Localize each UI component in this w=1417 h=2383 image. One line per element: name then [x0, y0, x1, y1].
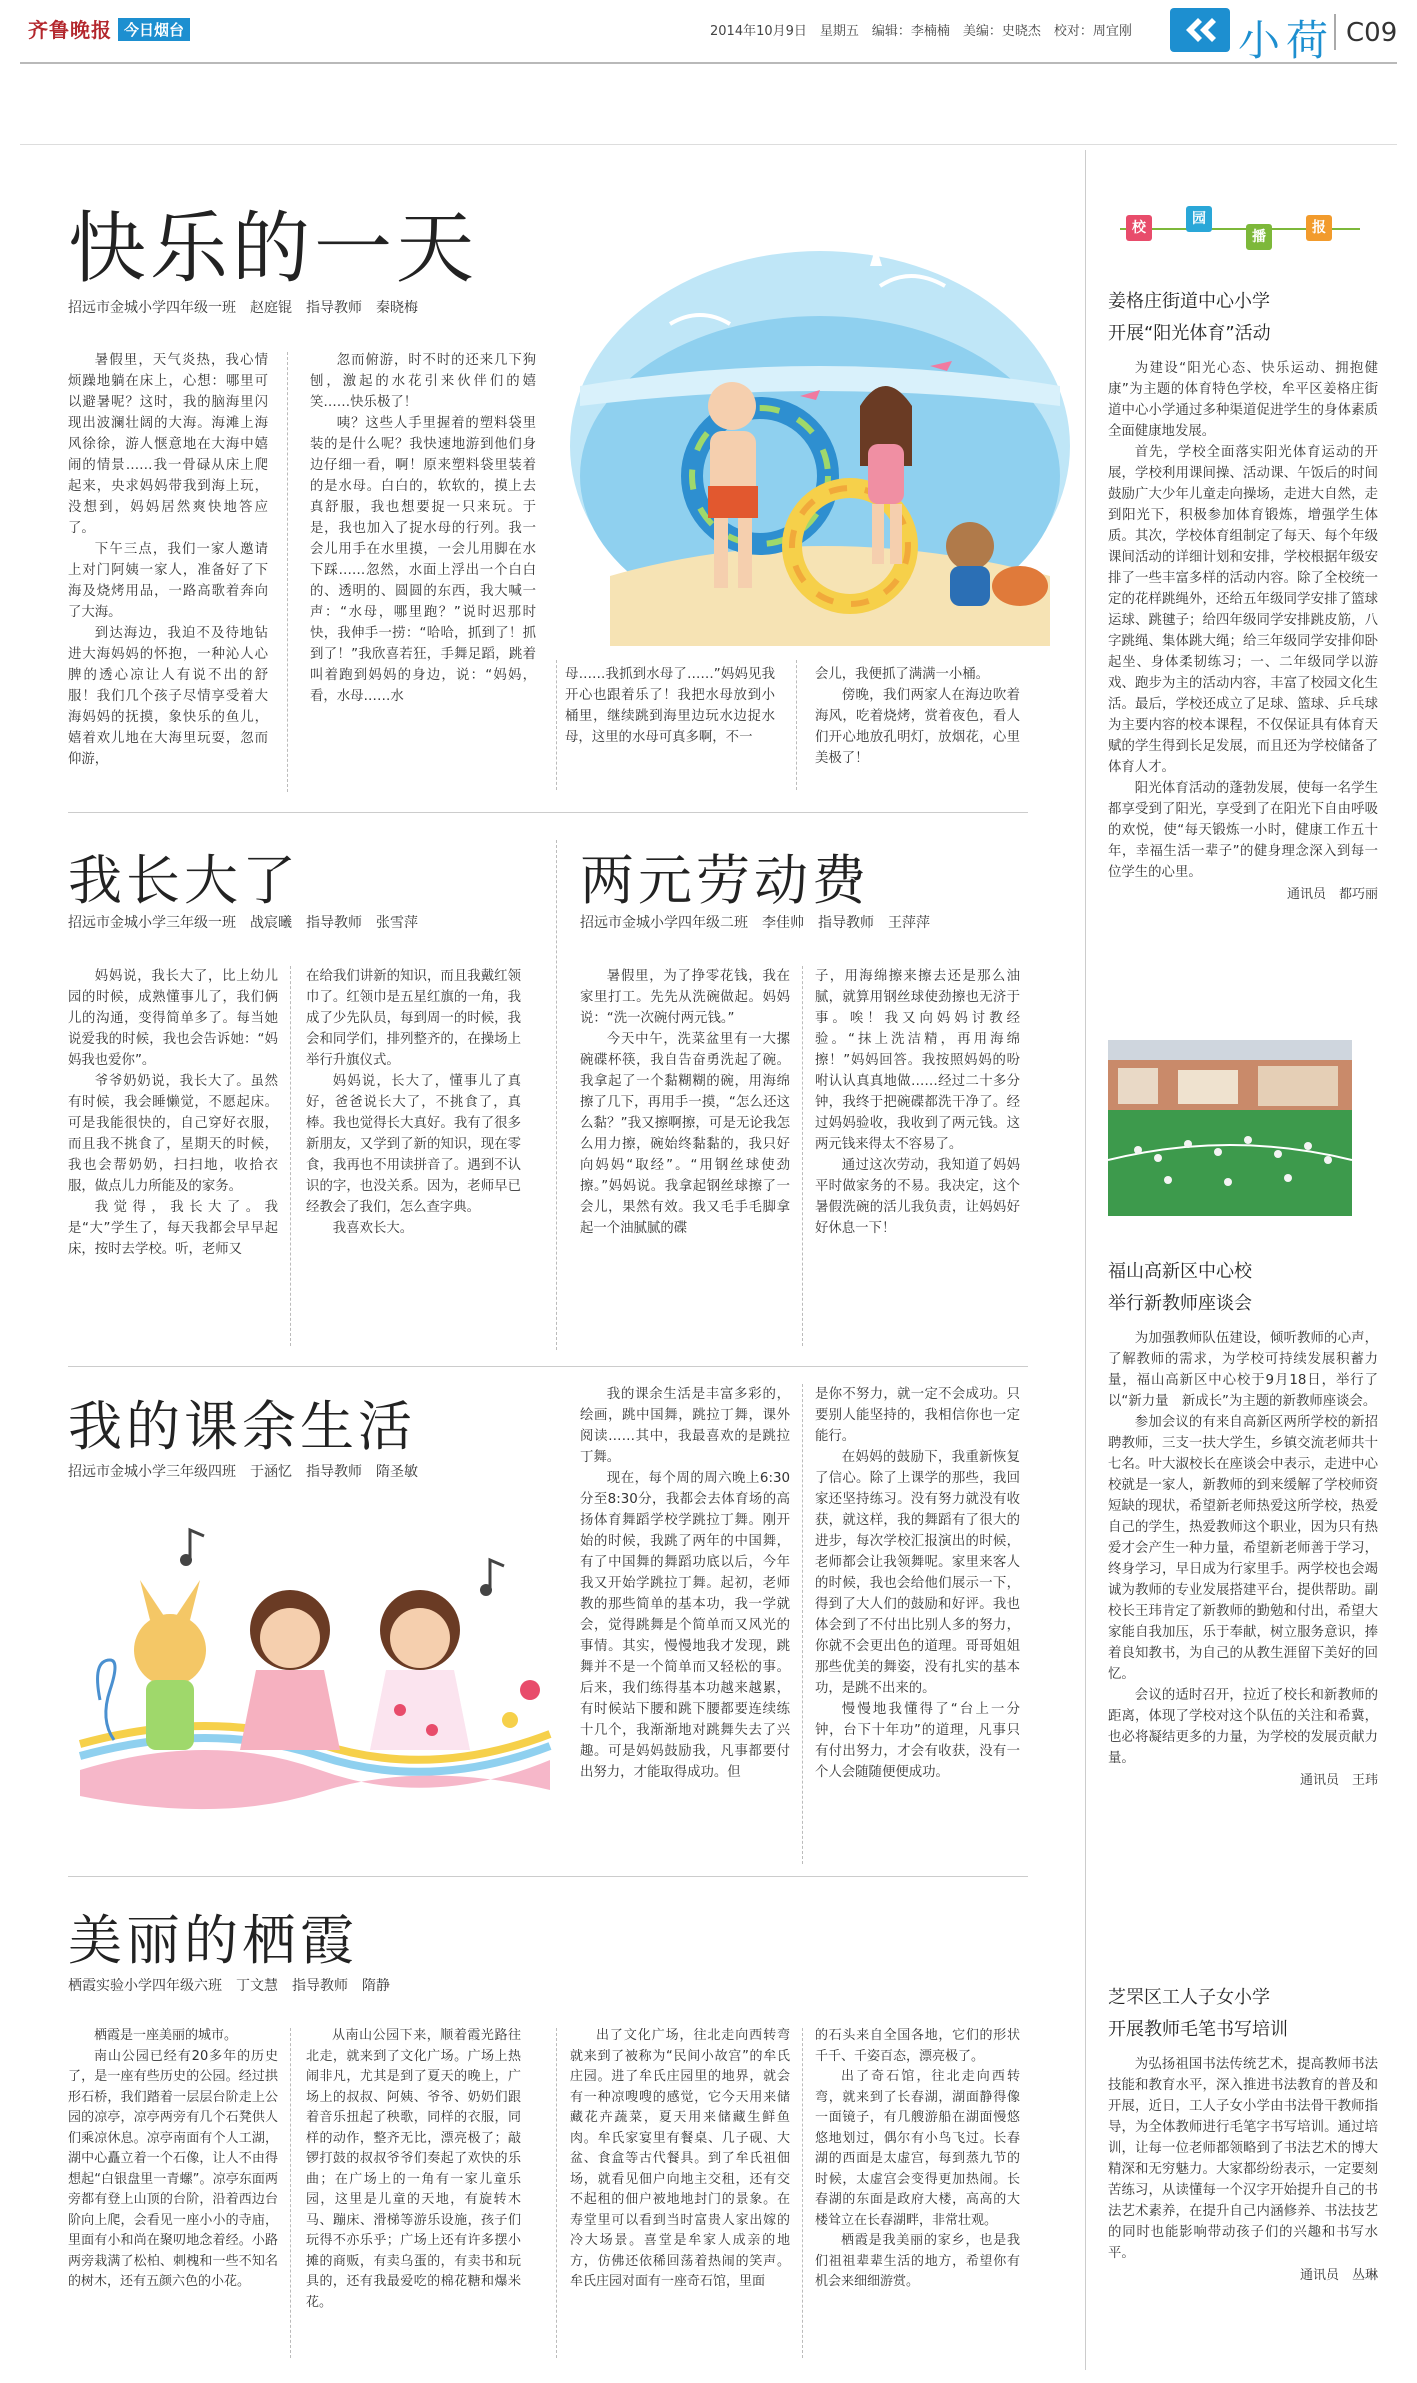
column-divider — [556, 2028, 557, 2358]
paragraph: 的石头来自全国各地，它们的形状千千、千姿百态，漂亮极了。 — [815, 2028, 1020, 2064]
column-divider — [556, 660, 557, 790]
paragraph: 会儿，我便抓了满满一小桶。 — [815, 667, 990, 682]
section-name: 今日烟台 — [118, 18, 190, 41]
news-headline: 姜格庄街道中心小学 — [1108, 291, 1270, 312]
article-3-col-1 — [580, 966, 790, 1239]
paragraph: 忽而俯游，时不时的还来几下狗刨，激起的水花引来伙伴们的嬉笑……快乐极了！ — [310, 353, 536, 410]
paragraph: 母……我抓到水母了……”妈妈见我开心也跟着乐了！我把水母放到小桶里，继续跳到海里边玩水边捉水母，这里的水母可真多啊，不一 — [565, 667, 775, 745]
section-rule — [68, 1366, 1028, 1367]
article-4-col-1 — [580, 1384, 790, 1783]
paragraph: 暑假里，天气炎热，我心情烦躁地躺在床上，心想：哪里可以避暑呢？这时，我的脑海里闪现出波澜壮阔的大海。海滩上海风徐徐，游人惬意地在大海中嬉闹的情景……我一骨碌从床上爬起来，央求妈妈带我到海上玩，没想到，妈妈居然爽快地答应了。 — [68, 353, 268, 536]
article-byline-4: 招远市金城小学三年级四班 于涵忆 指导教师 隋圣敏 — [68, 1464, 418, 1480]
tag-xiao: 校 — [1126, 215, 1152, 241]
article-2-col-2 — [306, 966, 521, 1239]
news-subheadline: 举行新教师座谈会 — [1108, 1293, 1252, 1314]
sports-field-photo — [1108, 1040, 1352, 1216]
paragraph: 在妈妈的鼓励下，我重新恢复了信心。除了上课学的那些，我回家还坚持练习。没有努力就没有收获，就这样，我的舞蹈有了很大的进步，每次学校汇报演出的时候，老师都会让我领舞呢。家里来客人的时候，我也会给他们展示一下，得到了大人们的鼓励和好评。我也体会到了不付出比别人多的努力，你就不会更出色的道理。哥哥姐姐那些优美的舞姿，没有扎实的基本功，是跳不出来的。 — [815, 1450, 1020, 1696]
sidebar-news-3 — [1108, 1982, 1378, 2283]
paragraph: 出了文化广场，往北走向西转弯就来到了被称为“民间小故宫”的牟氏庄园。进了牟氏庄园里的地界，就会有一种凉嗖嗖的感觉，它今天用来储藏花卉蔬菜，夏天用来储藏生鲜鱼肉。牟氏家宴里有餐桌、几子砚、大盆、食盒等古代餐具。到了牟氏祖佃场，就看见佃户向地主交租，还有交不起租的佃户被地地封门的景象。在寿堂里可以看到当时富贵人家出嫁的冷大场景。喜堂是牟家人成亲的地方，仿佛还依稀回荡着热闹的笑声。牟氏庄园对面有一座奇石馆，里面 — [570, 2028, 790, 2289]
tag-yuan: 园 — [1186, 206, 1212, 232]
article-1-col-4 — [815, 664, 1020, 769]
column-divider — [796, 660, 797, 790]
news-body — [1108, 1328, 1378, 1769]
column-divider — [802, 2028, 803, 2358]
paragraph: 是你不努力，就一定不会成功。只要别人能坚持的，我相信你也一定能行。 — [815, 1387, 1020, 1444]
paragraph: 今天中午，洗菜盆里有一大摞碗碟杯筷，我自告奋勇洗起了碗。我拿起了一个黏糊糊的碗，用海绵擦了几下，再用手一摸，“怎么还这么黏？”我又擦啊擦，可是无论我怎么用力擦，碗始终黏黏的，我只好向妈妈“取经”。“用钢丝球使劲擦。”妈妈说。我拿起钢丝球擦了一会儿，果然有效。我又毛手毛脚拿起一个油腻腻的碟 — [580, 1032, 790, 1236]
column-badge-icon — [1170, 8, 1230, 52]
paragraph: 栖霞是我美丽的家乡，也是我们祖祖辈辈生活的地方，希望你有机会来细细游赏。 — [815, 2233, 1020, 2289]
paragraph: 我觉得，我长大了。我是“大”学生了，每天我都会早早起床，按时去学校。听，老师又 — [68, 1200, 278, 1257]
news-byline: 通讯员 都巧丽 — [1286, 887, 1378, 902]
column-divider — [287, 352, 288, 792]
sidebar-divider — [1085, 150, 1086, 2370]
article-title-4: 我的课余生活 — [68, 1395, 416, 1458]
news-byline: 通讯员 丛琳 — [1299, 2268, 1378, 2283]
article-5-col-3 — [570, 2026, 790, 2293]
paragraph: 首先，学校全面落实阳光体育运动的开展，学校利用课间操、活动课、午饭后的时间鼓励广大少年儿童走向操场，走进大自然，走到阳光下，积极参加体育锻炼，增强学生体质。其次，学校体育组制定了每天、每个年级课间活动的详细计划和安排，学校根据年级安排了一些丰富多样的活动内容。除了全校统一定的花样跳绳外，还给五年级同学安排了篮球运球、跳毽子；给四年级同学安排跳皮筋，八字跳绳、集体跳大绳；给三年级同学安排仰卧起坐、身体柔韧练习；一、二年级同学以游戏、跑步为主的活动内容，丰富了校园文化生活。最后，学校还成立了足球、篮球、乒乓球为主要内容的校本课程，不仅保证具有体育天赋的学生得到长足发展，而且还为学校储备了体育人才。 — [1108, 445, 1378, 775]
article-5-col-4 — [815, 2026, 1020, 2293]
news-subheadline: 开展“阳光体育”活动 — [1108, 323, 1271, 344]
paragraph: 出了奇石馆，往北走向西转弯，就来到了长春湖，湖面静得像一面镜子，有几艘游船在湖面慢悠悠地划过，偶尔有小鸟飞过。长春湖的西面是太虚宫，每到蒸九节的时候，太虚宫会变得更加热闹。长春湖的东面是政府大楼，高高的大楼耸立在长春湖畔，非常壮观。 — [815, 2069, 1020, 2228]
paragraph: 子，用海绵擦来擦去还是那么油腻，就算用钢丝球使劲擦也无济于事。唉！我又向妈妈讨教经验。“抹上洗洁精，再用海绵擦！”妈妈回答。我按照妈妈的吩咐认认真真地做……经过二十多分钟，我终于把碗碟都洗干净了。经过妈妈验收，我收到了两元钱。这两元钱来得太不容易了。 — [815, 969, 1020, 1152]
tag-bao: 报 — [1306, 215, 1332, 241]
paragraph: 暑假里，为了挣零花钱，我在家里打工。先先从洗碗做起。妈妈说：“洗一次碗付两元钱。” — [580, 969, 790, 1026]
sidebar-news-2 — [1108, 1256, 1378, 1788]
tag-bo: 播 — [1246, 224, 1272, 250]
header-rule-thin — [20, 144, 1397, 145]
issue-meta: 2014年10月9日 星期五 编辑：李楠楠 美编：史晓杰 校对：周宜刚 — [710, 24, 1132, 39]
article-byline-5: 栖霞实验小学四年级六班 丁文慧 指导教师 隋静 — [68, 1978, 390, 1994]
column-divider — [290, 966, 291, 1346]
news-subheadline: 开展教师毛笔书写培训 — [1108, 2019, 1288, 2040]
article-title-1: 快乐的一天 — [68, 204, 479, 294]
article-3-col-2 — [815, 966, 1020, 1239]
news-headline: 福山高新区中心校 — [1108, 1261, 1252, 1282]
article-2-col-1 — [68, 966, 278, 1260]
paragraph: 南山公园已经有20多年的历史了，是一座有些历史的公园。经过拱形石桥，我们踏着一层层台阶走上公园的凉亭，凉亭两旁有几个石凳供人们乘凉休息。凉亭南面有个人工湖，湖中心矗立着一个石像，让人不由得想起“白银盘里一青螺”。凉亭东面两旁都有登上山顶的台阶，沿着西边台阶向上爬，会看见一座小小的寺庙，里面有小和尚在聚叨地念着经。小路两旁栽满了松柏、刺槐和一些不知名的树木，还有五颜六色的小花。 — [68, 2048, 278, 2289]
paragraph: 我喜欢长大。 — [332, 1221, 414, 1236]
section-rule — [68, 812, 1028, 813]
article-title-3: 两元劳动费 — [580, 849, 870, 912]
paragraph: 妈妈说，我长大了，比上幼儿园的时候，成熟懂事儿了，我们俩儿的沟通，变得简单多了。每当她说爱我的时候，我也会告诉她：“妈妈我也爱你”。 — [68, 969, 278, 1068]
paragraph: 阳光体育活动的蓬勃发展，使每一名学生都享受到了阳光，享受到了在阳光下自由呼吸的欢悦，使“每天锻炼一小时，健康工作五十年，幸福生活一辈子”的健身理念深入到每一位学生的心里。 — [1108, 781, 1378, 880]
page-number: C09 — [1346, 18, 1398, 48]
dance-illustration — [60, 1520, 560, 1810]
column-divider — [556, 840, 557, 1350]
paragraph: 从南山公园下来，顺着霞光路往北走，就来到了文化广场。广场上热闹非凡，尤其是到了夏天的晚上，广场上的叔叔、阿姨、爷爷、奶奶们跟着音乐扭起了秧歌，同样的衣服，同样的动作，整齐无比，漂亮极了；敲锣打鼓的叔叔爷爷们奏起了欢快的乐曲；在广场上的一角有一家儿童乐园，这里是儿童的天地，有旋转木马、蹦床、滑梯等游乐设施，孩子们玩得不亦乐乎；广场上还有许多摆小摊的商贩，有卖乌蛋的，有卖书和玩具的，还有我最爱吃的棉花糖和爆米花。 — [306, 2028, 521, 2310]
article-1-col-3 — [565, 664, 775, 748]
newspaper-logo: 齐鲁晚报 — [28, 18, 112, 42]
article-title-2: 我长大了 — [68, 849, 300, 912]
paragraph: 会议的适时召开，拉近了校长和新教师的距离，体现了学校对这个队伍的关注和希冀，也必将凝结更多的力量，为学校的发展贡献力量。 — [1108, 1688, 1378, 1766]
paragraph: 通过这次劳动，我知道了妈妈平时做家务的不易。我决定，这个暑假洗碗的活儿我负责，让妈妈好好休息一下！ — [815, 1158, 1020, 1236]
paragraph: 在给我们讲新的知识，而且我戴红领巾了。红领巾是五星红旗的一角，我成了少先队员，每到周一的时候，我会和同学们，排列整齐的，在操场上举行升旗仪式。 — [306, 969, 521, 1068]
column-name: 小荷 — [1238, 16, 1335, 65]
news-body — [1108, 2054, 1378, 2264]
campus-news-tags — [1120, 206, 1360, 262]
news-body — [1108, 358, 1378, 883]
paragraph: 傍晚，我们两家人在海边吹着海风，吃着烧烤，赏着夜色，看人们开心地放孔明灯，放烟花，心里美极了！ — [815, 688, 1020, 766]
paragraph: 栖霞是一座美丽的城市。 — [94, 2028, 238, 2043]
article-5-col-1 — [68, 2026, 278, 2293]
header-divider — [1334, 14, 1336, 50]
paragraph: 参加会议的有来自高新区两所学校的新招聘教师，三支一扶大学生，乡镇交流老师共十七名。叶大淑校长在座谈会中表示，走进中心校就是一家人，新教师的到来缓解了学校师资短缺的现状，希望新老师热爱这所学校，热爱自己的学生，热爱教师这个职业，因为只有热爱才会产生一种力量，希望新老师善于学习，终身学习，早日成为行家里手。两学校也会竭诚为教师的专业发展搭建平台，提供帮助。副校长王玮肯定了新教师的勤勉和付出，希望大家能自我加压，乐于奉献，树立服务意识，捧着良知教书，为自己的从教生涯留下美好的回忆。 — [1108, 1415, 1378, 1682]
column-divider — [802, 966, 803, 1346]
sidebar-news-1 — [1108, 286, 1378, 902]
article-byline-3: 招远市金城小学四年级二班 李佳帅 指导教师 王萍萍 — [580, 915, 930, 931]
article-title-5: 美丽的栖霞 — [68, 1909, 358, 1972]
news-byline: 通讯员 王玮 — [1299, 1773, 1378, 1788]
article-4-col-2 — [815, 1384, 1020, 1783]
beach-illustration — [550, 246, 1090, 646]
column-divider — [290, 2028, 291, 2358]
paragraph: 爷爷奶奶说，我长大了。虽然有时候，我会睡懒觉，不愿起床。可是我能很快的，自己穿好衣服，而且我不挑食了，星期天的时候，我也会帮奶奶，扫扫地，收拾衣服，做点儿力所能及的家务。 — [68, 1074, 278, 1194]
column-divider — [802, 1384, 803, 1864]
section-rule — [68, 1876, 1028, 1877]
header-rule — [20, 62, 1397, 64]
article-1-col-2 — [310, 350, 536, 707]
article-1-col-1 — [68, 350, 268, 770]
paragraph: 咦？这些人手里握着的塑料袋里装的是什么呢？我快速地游到他们身边仔细一看，啊！原来塑料袋里装着的是水母。白白的，软软的，摸上去真舒服，我也想要捉一只来玩。于是，我也加入了捉水母的行列。我一会儿用手在水里摸，一会儿用脚在水下踩……忽然，水面上浮出一个白白的、透明的、圆圆的东西，我大喊一声：“水母，哪里跑？”说时迟那时快，我伸手一捞：“哈哈，抓到了！抓到了！”我欣喜若狂，手舞足蹈，跳着叫着跑到妈妈的身边，说：“妈妈，看，水母……水 — [310, 416, 536, 704]
paragraph: 为建设“阳光心态、快乐运动、拥抱健康”为主题的体育特色学校，牟平区姜格庄街道中心小学通过多种渠道促进学生的身体素质全面健康地发展。 — [1108, 361, 1378, 439]
article-byline-1: 招远市金城小学四年级一班 赵庭锟 指导教师 秦晓梅 — [68, 300, 418, 316]
paragraph: 我的课余生活是丰富多彩的，绘画，跳中国舞，跳拉丁舞，课外阅读……其中，我最喜欢的是跳拉丁舞。 — [580, 1387, 790, 1465]
paragraph: 慢慢地我懂得了“台上一分钟，台下十年功”的道理，凡事只有付出努力，才会有收获，没有一个人会随随便便成功。 — [815, 1702, 1020, 1780]
paragraph: 为弘扬祖国书法传统艺术，提高教师书法技能和教育水平，深入推进书法教育的普及和开展，近日，工人子女小学由书法骨干教师指导，为全体教师进行毛笔字书写培训。通过培训，让每一位老师都领略到了书法艺术的博大精深和无穷魅力。大家都纷纷表示，一定要刻苦练习，从读懂每一个汉字开始提升自己的书法艺术素养，在提升自己内涵修养、书法技艺的同时也能影响带动孩子们的兴趣和书写水平。 — [1108, 2057, 1378, 2261]
article-5-col-2 — [306, 2026, 521, 2313]
paragraph: 妈妈说，长大了，懂事儿了真好，爸爸说长大了，不挑食了，真棒。我也觉得长大真好。我有了很多新朋友，又学到了新的知识，现在零食，我再也不用读拼音了。遇到不认识的字，也没关系。因为，老师早已经教会了我们，怎么查字典。 — [306, 1074, 521, 1215]
paragraph: 现在，每个周的周六晚上6:30分至8:30分，我都会去体育场的高扬体育舞蹈学校学跳拉丁舞。刚开始的时候，我跳了两年的中国舞，有了中国舞的舞蹈功底以后，今年我又开始学跳拉丁舞。起初，老师教的那些简单的基本功，我一学就会，觉得跳舞是个简单而又风光的事情。其实，慢慢地我才发现，跳舞并不是一个简单而又轻松的事。后来，我们练得基本功越来越累，有时候站下腰和跳下腰都要连续练十几个，我渐渐地对跳舞失去了兴趣。可是妈妈鼓励我，凡事都要付出努力，才能取得成功。但 — [580, 1471, 790, 1780]
paragraph: 下午三点，我们一家人邀请上对门阿姨一家人，准备好了下海及烧烤用品，一路高歌着奔向了大海。 — [68, 542, 268, 620]
paragraph: 为加强教师队伍建设，倾听教师的心声，了解教师的需求，为学校可持续发展积蓄力量，福山高新区中心校于9月18日，举行了以“新力量 新成长”为主题的新教师座谈会。 — [1108, 1331, 1378, 1409]
news-headline: 芝罘区工人子女小学 — [1108, 1987, 1270, 2008]
article-byline-2: 招远市金城小学三年级一班 战宸曦 指导教师 张雪萍 — [68, 915, 418, 931]
paragraph: 到达海边，我迫不及待地钻进大海妈妈的怀抱，一种沁人心脾的透心凉让人有说不出的舒服！我们几个孩子尽情享受着大海妈妈的抚摸，象快乐的鱼儿，嬉着欢儿地在大海里玩耍，忽而仰游， — [68, 626, 268, 767]
